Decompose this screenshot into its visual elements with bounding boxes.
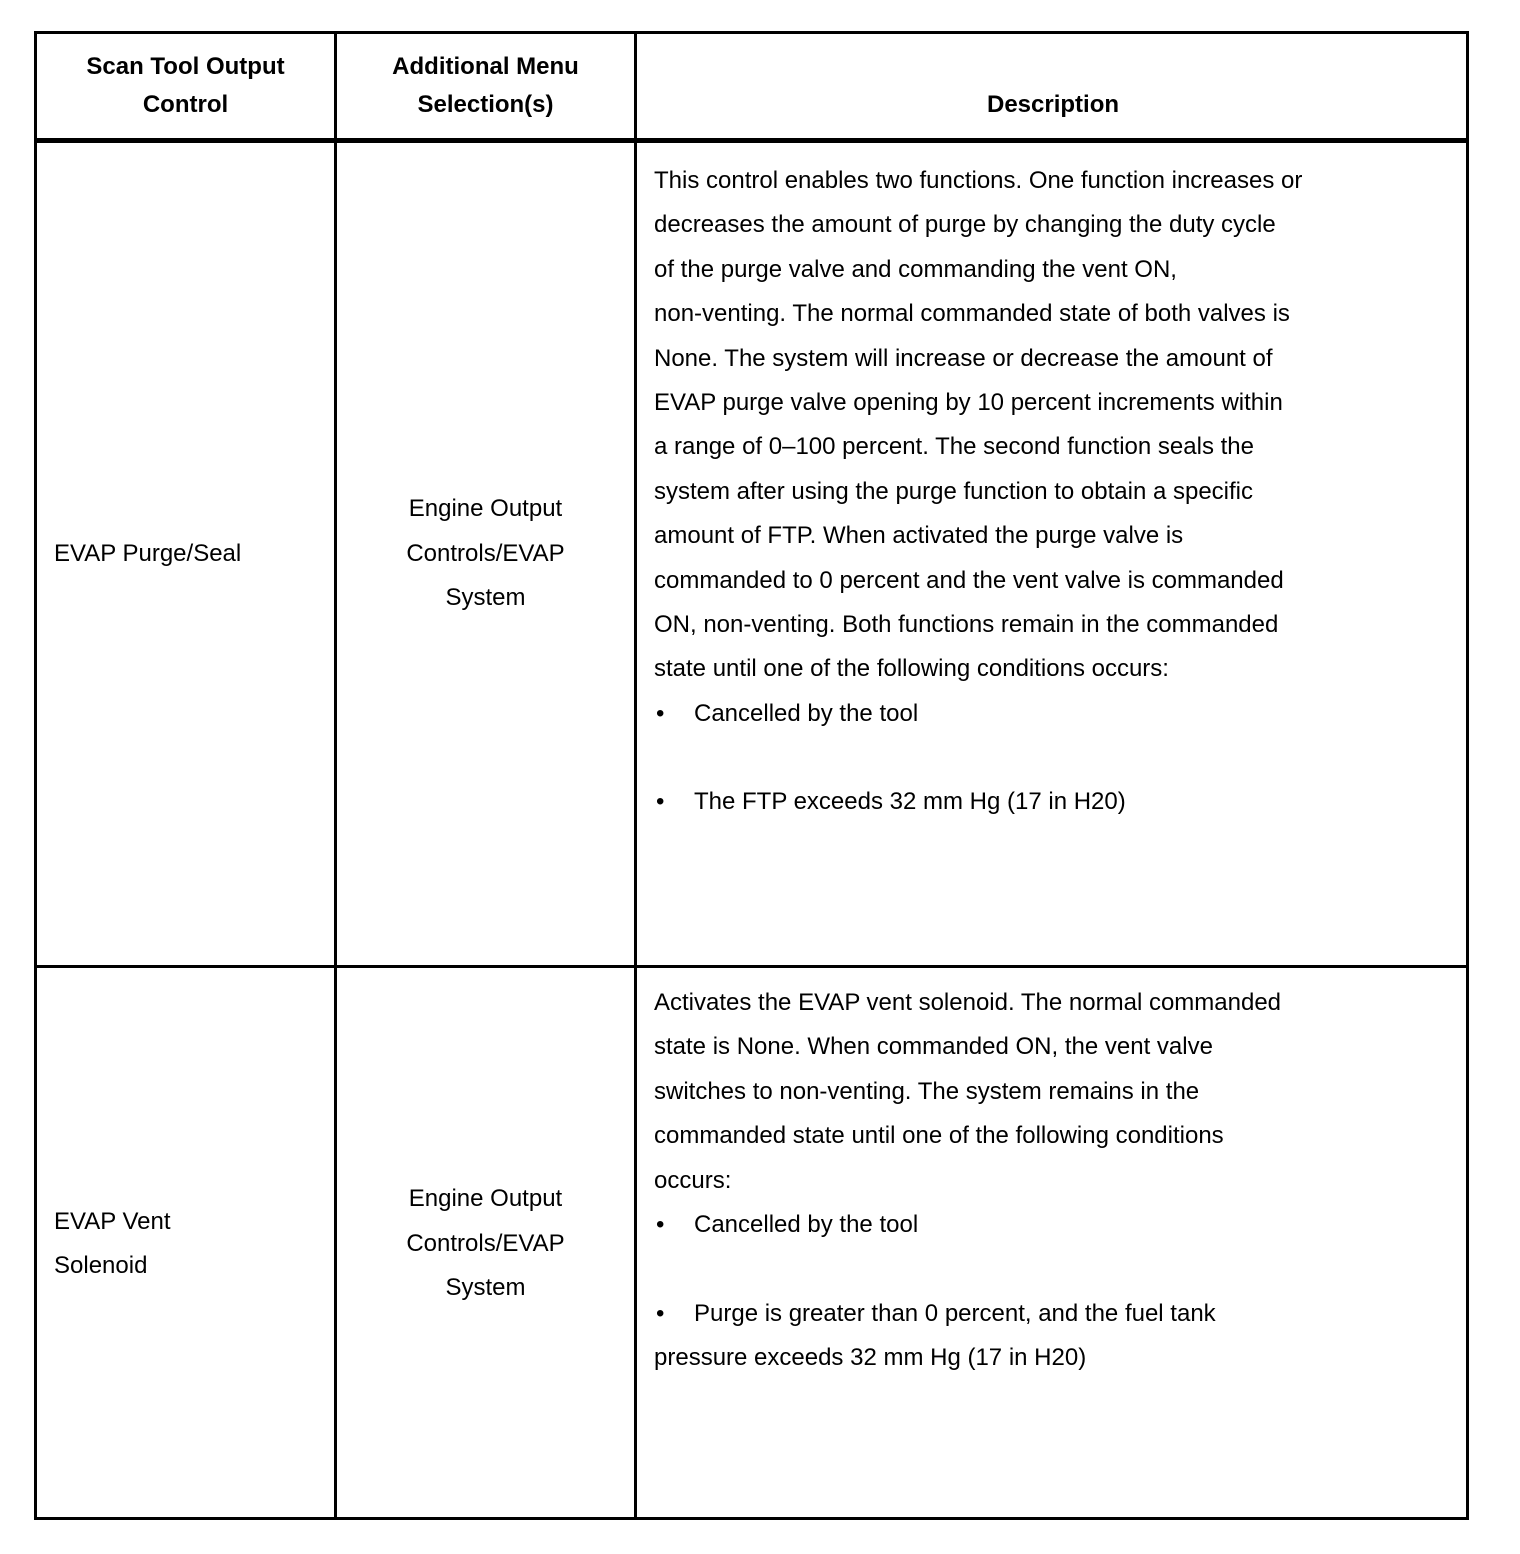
description-cell (637, 968, 1469, 1520)
description-line (654, 381, 1469, 425)
description-line (654, 559, 1469, 603)
header-line: Description (986, 91, 1120, 118)
description-line (654, 981, 1469, 1025)
control-cell (37, 143, 334, 965)
description-text: a range of 0–100 percent. The second function seals the (654, 433, 1254, 461)
description-line (654, 647, 1469, 691)
bullet-item (654, 692, 1469, 736)
description-line (654, 736, 1469, 780)
description-text: Activates the EVAP vent solenoid. The normal commanded (654, 989, 1282, 1016)
header-additional-menu-selections (337, 34, 634, 138)
description-text: non-venting. The normal commanded state of both valves is (654, 300, 1290, 328)
description-text: decreases the amount of purge by changing the duty cycle (654, 211, 1276, 239)
description-text: Purge is greater than 0 percent, and the fuel tank (694, 1299, 1216, 1327)
description-line (654, 1114, 1469, 1158)
description-line (654, 1159, 1469, 1203)
description-line (654, 603, 1469, 647)
description-text: commanded to 0 percent and the vent valve is commanded (654, 566, 1284, 594)
control-name: EVAP Vent (54, 1207, 171, 1235)
description-text: system after using the purge function to obtain a specific (654, 477, 1254, 505)
description-line (654, 159, 1469, 203)
description-line (654, 514, 1469, 558)
description-text: switches to non-venting. The system remains in the (654, 1077, 1200, 1105)
description-text: state is None. When commanded ON, the vent valve (654, 1033, 1213, 1061)
description-line (654, 337, 1469, 381)
output-controls-table (34, 31, 1469, 1520)
bullet-item (654, 1203, 1469, 1247)
description-line (654, 292, 1469, 336)
description-line (654, 470, 1469, 514)
description-text: The FTP exceeds 32 mm Hg (17 in H20) (694, 788, 1126, 816)
description-text: EVAP purge valve opening by 10 percent increments within (654, 388, 1283, 416)
header-description (637, 34, 1469, 138)
description-line (654, 1025, 1469, 1069)
bullet-icon: • (656, 699, 665, 727)
bullet-item (654, 1292, 1469, 1336)
control-cell (37, 968, 334, 1520)
description-line (654, 1247, 1469, 1291)
bullet-icon: • (656, 1299, 665, 1327)
description-line (654, 1336, 1469, 1380)
header-line: Selection(s) (417, 91, 554, 118)
description-text: of the purge valve and commanding the vent ON, (654, 255, 1177, 283)
header-line: Scan Tool Output (86, 53, 285, 80)
menu-selection-cell (337, 968, 634, 1520)
description-text: This control enables two functions. One function increases or (654, 167, 1303, 194)
description-text: Cancelled by the tool (694, 1210, 919, 1238)
bullet-icon: • (656, 788, 665, 816)
description-text: occurs: (654, 1166, 732, 1194)
description-line (654, 248, 1469, 292)
bullet-item (654, 780, 1469, 824)
menu-selection: System (445, 1274, 526, 1302)
description-text: state until one of the following conditions occurs: (654, 655, 1169, 683)
description-text: commanded state until one of the following conditions (654, 1122, 1224, 1150)
description-line (654, 1070, 1469, 1114)
description-text: Cancelled by the tool (694, 699, 919, 727)
bullet-icon: • (656, 1210, 665, 1238)
header-line: Control (142, 91, 229, 118)
control-name: EVAP Purge/Seal (54, 539, 242, 567)
header-line: Additional Menu (392, 53, 579, 80)
description-text: None. The system will increase or decrease the amount of (654, 344, 1273, 372)
menu-selection: Engine Output (408, 1185, 563, 1213)
menu-selection: Controls/EVAP (406, 539, 565, 567)
control-name: Solenoid (54, 1252, 148, 1279)
header-scan-tool-output-control (37, 34, 334, 138)
description-text: amount of FTP. When activated the purge valve is (654, 522, 1184, 550)
menu-selection: Controls/EVAP (406, 1229, 565, 1257)
description-text: pressure exceeds 32 mm Hg (17 in H20) (654, 1344, 1087, 1372)
menu-selection: Engine Output (408, 495, 563, 523)
description-text: ON, non-venting. Both functions remain in the commanded (654, 610, 1279, 638)
menu-selection-cell (337, 143, 634, 965)
description-cell (637, 143, 1469, 965)
description-line (654, 203, 1469, 247)
description-line (654, 425, 1469, 469)
menu-selection: System (445, 584, 526, 612)
